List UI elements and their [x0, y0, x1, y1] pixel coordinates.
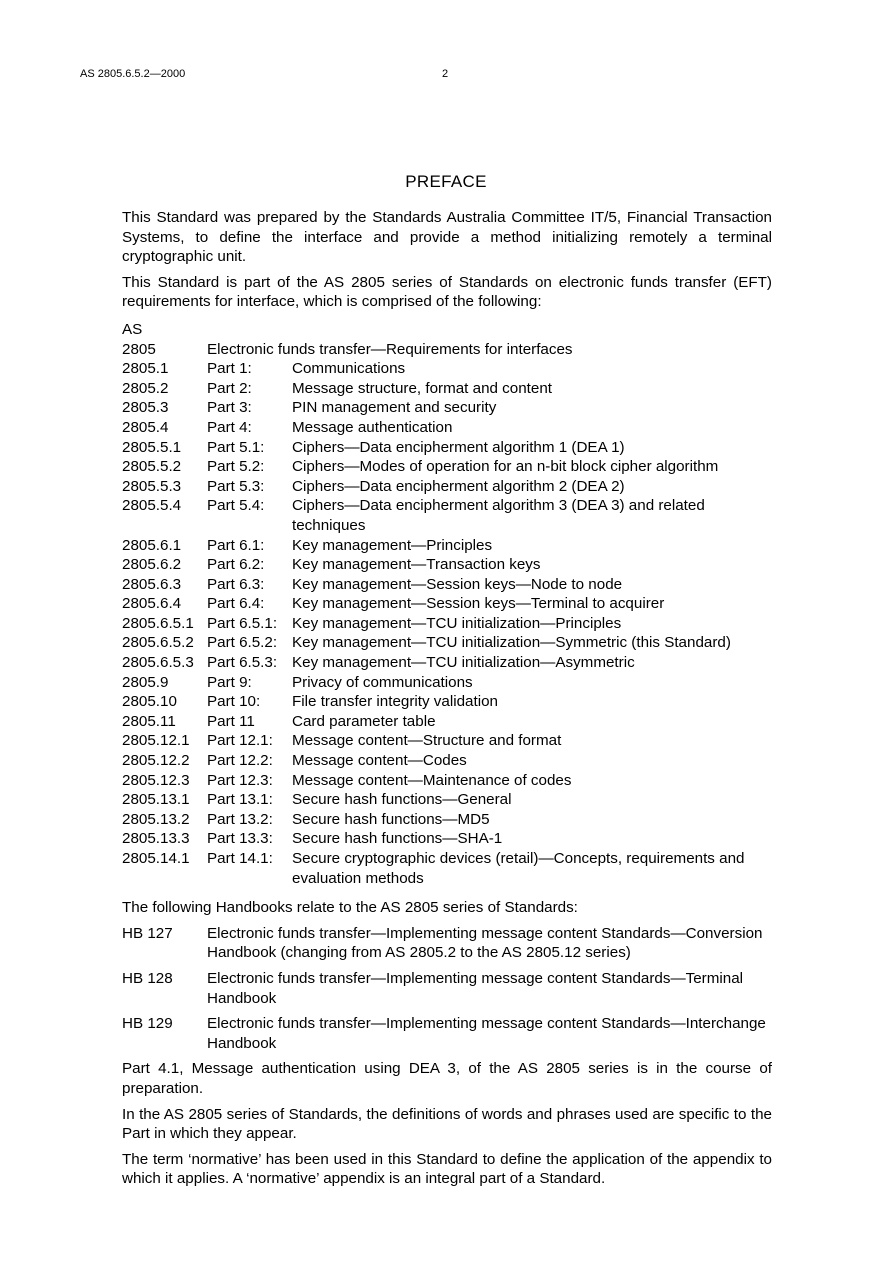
part-number: 2805.6.3 [122, 575, 182, 593]
series-part-row [122, 633, 772, 653]
part-title: Key management—Session keys—Node to node [292, 575, 623, 593]
part-label: Part 11 [207, 712, 255, 730]
part-number: 2805.5.2 [122, 458, 182, 476]
series-part-row [122, 457, 772, 477]
part-number: 2805.5.4 [122, 497, 182, 515]
part-number: 2805.12.3 [122, 771, 190, 789]
series-part-row [122, 575, 772, 595]
part-label: Part 5.2: [207, 458, 265, 476]
part-number: 2805.6.2 [122, 556, 182, 574]
part-number: 2805.9 [122, 673, 169, 691]
closing-paragraph: Part 4.1, Message authentication using DEA 3, of the AS 2805 series is in the course of preparation. [122, 1060, 772, 1097]
series-parts [122, 359, 772, 888]
part-number: 2805.6.5.1 [122, 614, 194, 632]
series-part-row [122, 359, 772, 379]
part-number: 2805.13.2 [122, 810, 190, 828]
part-title: Message content—Structure and format [292, 732, 562, 750]
part-title: Privacy of communications [292, 673, 473, 691]
part-number: 2805.13.1 [122, 791, 190, 809]
part-label: Part 1: [207, 360, 252, 378]
series-part-row [122, 379, 772, 399]
part-label: Part 9: [207, 673, 252, 691]
part-number: 2805.13.3 [122, 830, 190, 848]
handbook-row [122, 1014, 772, 1053]
closing-paragraph: In the AS 2805 series of Standards, the definitions of words and phrases used are specific to the Part in which they appear. [122, 1105, 772, 1143]
part-number: 2805.12.1 [122, 732, 190, 750]
series-part-row [122, 477, 772, 497]
part-title: Message content—Maintenance of codes [292, 771, 572, 789]
part-title: Ciphers—Data encipherment algorithm 3 (DEA 3) and related techniques [292, 497, 705, 534]
series-part-row [122, 555, 772, 575]
part-label: Part 5.1: [207, 438, 265, 456]
part-number: 2805.6.1 [122, 536, 182, 554]
part-title: Message authentication [292, 418, 453, 436]
part-title: Secure hash functions—MD5 [292, 810, 490, 828]
part-label: Part 13.1: [207, 791, 273, 809]
intro-paragraph: This Standard was prepared by the Standards Australia Committee IT/5, Financial Transaction Systems, to define the interface and provide a method initializing remotely a terminal cryptographic unit. [122, 209, 772, 266]
part-number: 2805.11 [122, 712, 176, 730]
page-title: PREFACE [405, 172, 487, 191]
part-label: Part 5.4: [207, 497, 265, 515]
part-number: 2805.4 [122, 418, 169, 436]
part-title: Key management—TCU initialization—Asymmetric [292, 654, 635, 672]
handbook-id: HB 127 [122, 924, 173, 942]
part-label: Part 12.2: [207, 752, 273, 770]
part-title: Key management—Principles [292, 536, 493, 554]
part-label: Part 5.3: [207, 477, 265, 495]
part-number: 2805.14.1 [122, 850, 190, 867]
part-title: Secure hash functions—SHA-1 [292, 830, 503, 848]
part-title: Communications [292, 360, 406, 378]
series-part-row [122, 418, 772, 438]
preface-body [122, 208, 772, 1195]
standards-series-list [122, 320, 772, 888]
part-number: 2805.6.5.3 [122, 654, 194, 672]
handbook-title: Electronic funds transfer—Implementing message content Standards—Interchange Handbook [207, 1015, 766, 1052]
series-part-row [122, 614, 772, 634]
handbook-title: Electronic funds transfer—Implementing message content Standards—Conversion Handbook (changing from AS 2805.2 to the AS 2805.12 series) [207, 924, 763, 962]
part-title: Ciphers—Data encipherment algorithm 2 (DEA 2) [292, 477, 625, 495]
series-part-row [122, 398, 772, 418]
part-title: Key management—TCU initialization—Principles [292, 614, 622, 632]
closing-paragraph: The term ‘normative’ has been used in this Standard to define the application of the appendix to which it applies. A ‘normative’ appendix is an integral part of a Standard. [122, 1150, 772, 1188]
part-title: Key management—Session keys—Terminal to acquirer [292, 595, 665, 613]
part-title: Card parameter table [292, 712, 436, 730]
series-part-row [122, 751, 772, 771]
part-title: Secure hash functions—General [292, 791, 512, 809]
series-head-row [122, 340, 772, 360]
part-number: 2805.5.1 [122, 438, 182, 456]
handbook-row [122, 924, 772, 963]
series-part-row [122, 849, 772, 888]
part-number: 2805.12.2 [122, 752, 190, 770]
part-title: Message content—Codes [292, 752, 467, 770]
part-label: Part 6.5.3: [207, 654, 278, 672]
page-number: 2 [442, 68, 449, 80]
handbook-id: HB 128 [122, 969, 173, 987]
part-label: Part 6.3: [207, 575, 265, 593]
series-part-row [122, 653, 772, 673]
handbooks-list [122, 924, 772, 1054]
part-label: Part 13.3: [207, 830, 273, 848]
series-part-row [122, 810, 772, 830]
part-number: 2805.1 [122, 360, 169, 378]
part-label: Part 10: [207, 693, 261, 711]
series-part-row [122, 536, 772, 556]
part-number: 2805.6.5.2 [122, 634, 194, 652]
handbook-row [122, 969, 772, 1008]
part-title: Ciphers—Modes of operation for an n-bit block cipher algorithm [292, 458, 719, 476]
part-number: 2805.6.4 [122, 595, 182, 613]
part-label: Part 6.5.2: [207, 634, 278, 652]
intro-paragraph: This Standard is part of the AS 2805 series of Standards on electronic funds transfer (EFT) requirements for interface, which is comprised of the following: [122, 273, 772, 311]
series-part-row [122, 829, 772, 849]
series-head-title: Electronic funds transfer—Requirements for interfaces [207, 340, 573, 358]
part-label: Part 12.3: [207, 771, 273, 789]
series-part-row [122, 594, 772, 614]
series-part-row [122, 673, 772, 693]
part-title: Ciphers—Data encipherment algorithm 1 (DEA 1) [292, 438, 625, 456]
part-title: PIN management and security [292, 399, 497, 417]
series-prefix: AS [122, 320, 143, 338]
part-number: 2805.5.3 [122, 477, 182, 495]
handbooks-intro: The following Handbooks relate to the AS 2805 series of Standards: [122, 899, 578, 917]
part-label: Part 6.1: [207, 536, 265, 554]
part-title: Message structure, format and content [292, 379, 553, 397]
handbook-id: HB 129 [122, 1015, 173, 1033]
part-label: Part 6.4: [207, 595, 265, 613]
part-title: Secure cryptographic devices (retail)—Concepts, requirements and evaluation methods [292, 850, 745, 887]
part-title: Key management—Transaction keys [292, 556, 541, 574]
part-number: 2805.2 [122, 379, 169, 397]
part-label: Part 4: [207, 418, 252, 436]
part-label: Part 14.1: [207, 850, 273, 867]
series-part-row [122, 731, 772, 751]
part-number: 2805.3 [122, 399, 169, 417]
part-number: 2805.10 [122, 693, 177, 711]
part-label: Part 3: [207, 399, 252, 417]
part-label: Part 13.2: [207, 810, 273, 828]
part-label: Part 6.5.1: [207, 614, 278, 632]
series-part-row [122, 771, 772, 791]
handbook-title: Electronic funds transfer—Implementing message content Standards—Terminal Handbook [207, 969, 744, 1007]
part-label: Part 12.1: [207, 732, 273, 750]
part-title: Key management—TCU initialization—Symmetric (this Standard) [292, 634, 731, 652]
part-title: File transfer integrity validation [292, 693, 498, 711]
series-part-row [122, 692, 772, 712]
part-label: Part 2: [207, 379, 252, 397]
part-label: Part 6.2: [207, 556, 265, 574]
series-part-row [122, 496, 772, 535]
running-header-doc-id: AS 2805.6.5.2—2000 [80, 68, 186, 80]
series-part-row [122, 438, 772, 458]
series-part-row [122, 790, 772, 810]
series-head-number: 2805 [122, 340, 156, 358]
series-part-row [122, 712, 772, 732]
